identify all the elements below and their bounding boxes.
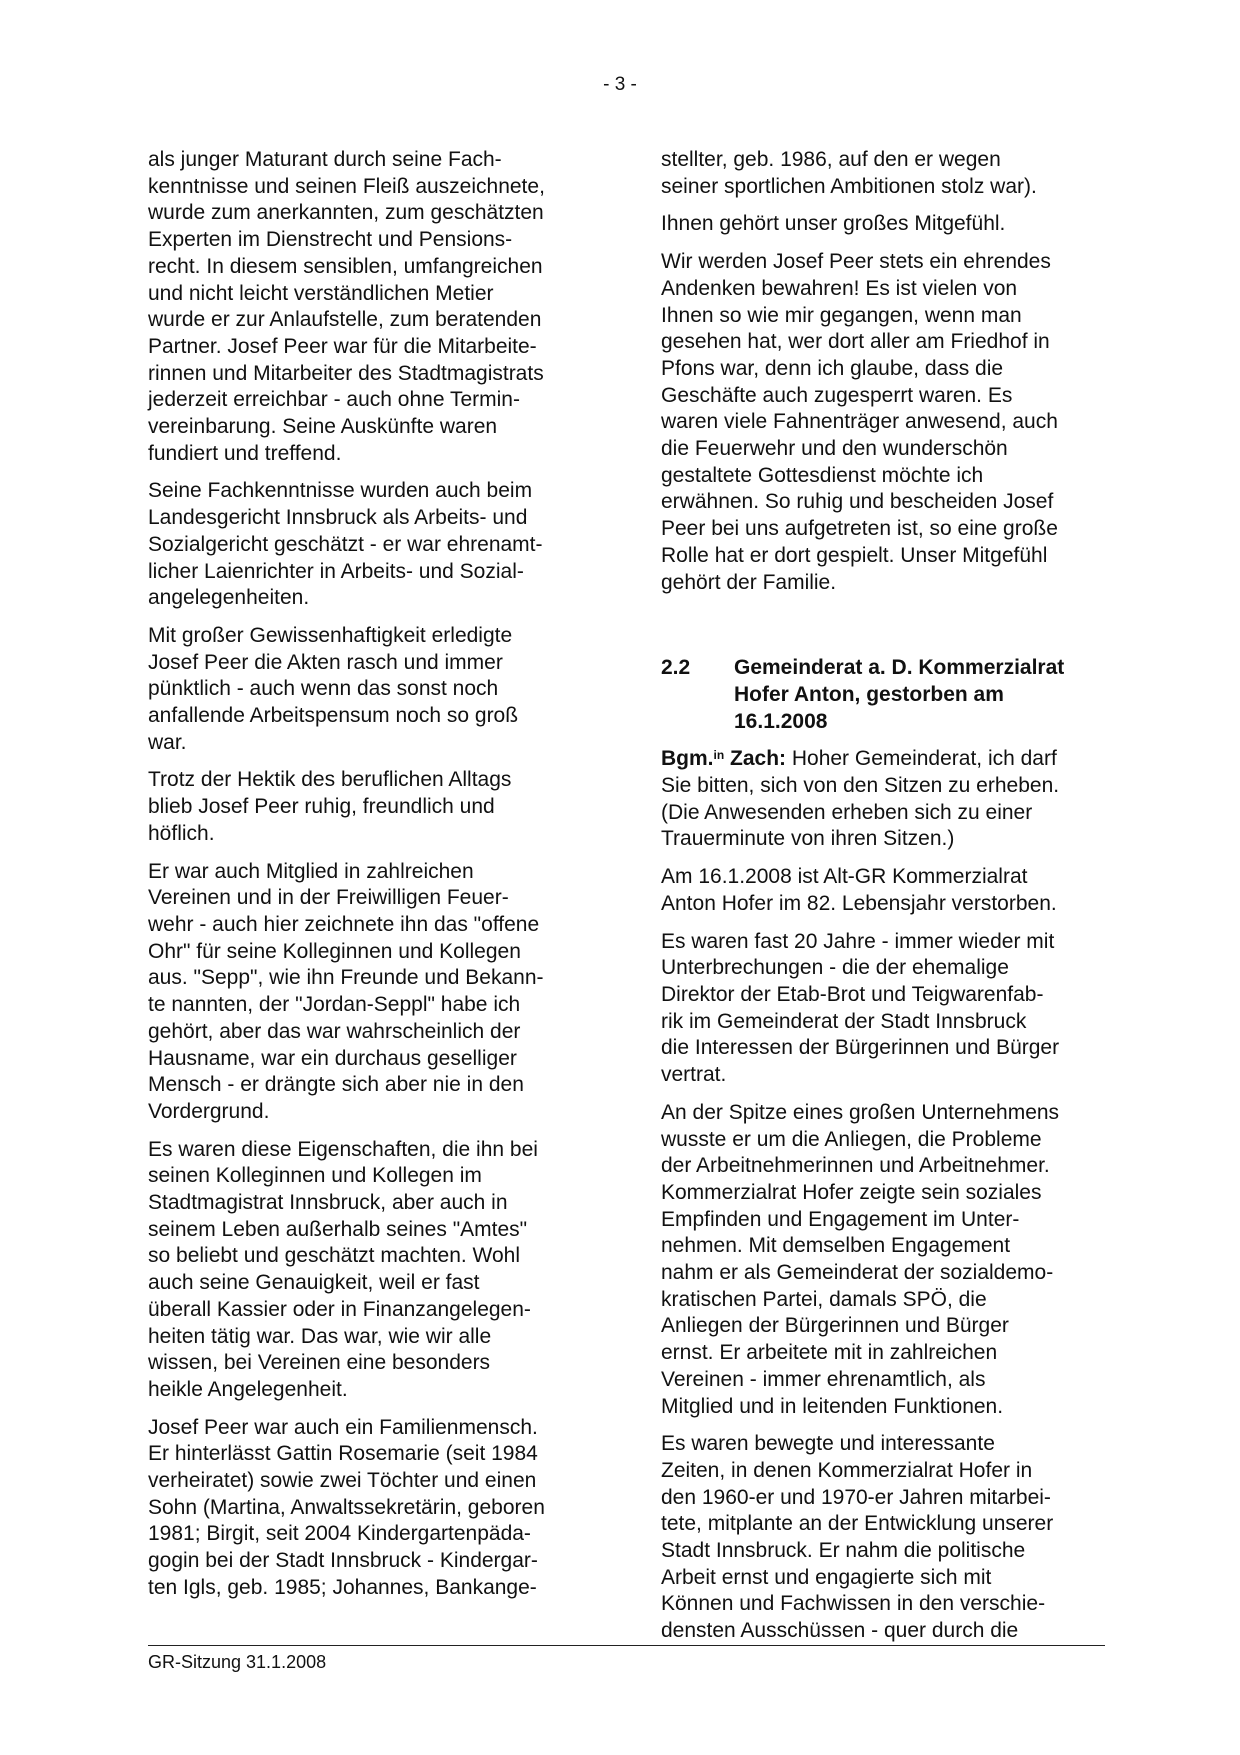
section-heading <box>661 655 1106 735</box>
paragraph: als junger Maturant durch seine Fach- kenntnisse und seinen Fleiß auszeichnete, wurde zum anerkannten, zum geschätzten Experten im Dienstrecht und Pensions- recht. In diesem sensiblen, umfangreichen und nicht leicht verständlichen Metier wurde er zur Anlaufstelle, zum beratenden Partner. Josef Peer war für die Mitarbeite- rinnen und Mitarbeiter des Stadtmagistrats jederzeit erreichbar - auch ohne Termin- vereinbarung. Seine Auskünfte waren fundiert und treffend. <box>148 148 545 465</box>
paragraph: Am 16.1.2008 ist Alt-GR Kommerzialrat Anton Hofer im 82. Lebensjahr verstorben. <box>661 865 1057 915</box>
speaker-name: Zach: <box>724 747 787 771</box>
page-number: - 3 - <box>603 74 637 95</box>
speaker-label <box>661 747 786 770</box>
paragraph: Mit großer Gewissenhaftigkeit erledigte Josef Peer die Akten rasch und immer pünktlich - auch wenn das sonst noch anfallende Arbeitspensum noch so groß war. <box>148 623 519 754</box>
section-title: Gemeinderat a. D. Kommerzialrat Hofer Anton, gestorben am 16.1.2008 <box>734 656 1065 733</box>
section-number: 2.2 <box>661 656 691 680</box>
paragraph: Ihnen gehört unser großes Mitgefühl. <box>661 212 1006 236</box>
paragraph: Trotz der Hektik des beruflichen Alltags blieb Josef Peer ruhig, freundlich und höflich. <box>148 768 512 845</box>
paragraph: An der Spitze eines großen Unternehmens wusste er um die Anliegen, die Probleme der Arbeitnehmerinnen und Arbeitnehmer. Kommerzialrat Hofer zeigte sein soziales Empfinden und Engagement im Unter- nehmen. Mit demselben Engagement nahm er als Gemeinderat der sozialdemo- kratischen Partei, damals SPÖ, die Anliegen der Bürgerinnen und Bürger ernst. Er arbeitete mit in zahlreichen Vereinen - immer ehrenamtlich, als Mitglied und in leitenden Funktionen. <box>661 1100 1060 1418</box>
paragraph: stellter, geb. 1986, auf den er wegen seiner sportlichen Ambitionen stolz war). <box>661 148 1037 198</box>
speech-paragraph <box>661 746 1106 853</box>
paragraph: Seine Fachkenntnisse wurden auch beim Landesgericht Innsbruck als Arbeits- und Sozialgericht geschätzt - er war ehrenamt- licher Laienrichter in Arbeits- und Sozial- angelegenheiten. <box>148 479 543 610</box>
footer-text: GR-Sitzung 31.1.2008 <box>148 1652 327 1672</box>
paragraph: Er war auch Mitglied in zahlreichen Vereinen und in der Freiwilligen Feuer- wehr - auch hier zeichnete ihn das "offene Ohr" für seine Kolleginnen und Kollegen aus. "Sepp", wie ihn Freunde und Bekann- te nannten, der "Jordan-Seppl" habe ich gehört, aber das war wahrscheinlich der Hausname, war ein durchaus geselliger Mensch - er drängte sich aber nie in den Vordergrund. <box>148 859 544 1123</box>
paragraph: Es waren bewegte und interessante Zeiten, in denen Kommerzialrat Hofer in den 1960-er und 1970-er Jahren mitarbei- tete, mitplante an der Entwicklung unserer Stadt Innsbruck. Er nahm die politische Arbeit ernst und engagierte sich mit Können und Fachwissen in den verschie- densten Ausschüssen - quer durch die <box>661 1432 1054 1643</box>
paragraph: Es waren fast 20 Jahre - immer wieder mit Unterbrechungen - die der ehemalige Direktor der Etab-Brot und Teigwarenfab- rik im Gemeinderat der Stadt Innsbruck die Interessen der Bürgerinnen und Bürger vertrat. <box>661 929 1060 1087</box>
footer-divider <box>148 1645 1105 1646</box>
right-column <box>661 147 1106 1656</box>
speaker-title-superscript: in <box>713 748 725 763</box>
paragraph: Wir werden Josef Peer stets ein ehrendes Andenken bewahren! Es ist vielen von Ihnen so wie mir gegangen, wenn man gesehen hat, wer dort aller am Friedhof in Pfons war, denn ich glaube, dass die Geschäfte auch zugesperrt waren. Es waren viele Fahnenträger anwesend, auch die Feuerwehr und den wunderschön gestaltete Gottesdienst möchte ich erwähnen. So ruhig und bescheiden Josef Peer bei uns aufgetreten ist, so eine große Rolle hat er dort gespielt. Unser Mitgefühl gehört der Familie. <box>661 250 1058 594</box>
paragraph: Es waren diese Eigenschaften, die ihn bei seinen Kolleginnen und Kollegen im Stadtmagistrat Innsbruck, aber auch in seinem Leben außerhalb seines "Amtes" so beliebt und geschätzt machten. Wohl auch seine Genauigkeit, weil er fast überall Kassier oder in Finanzangelegen- heiten tätig war. Das war, wie wir alle wissen, bei Vereinen eine besonders heikle Angelegenheit. <box>148 1137 538 1401</box>
speaker-title: Bgm. <box>661 747 714 771</box>
left-column <box>148 147 603 1613</box>
paragraph: Josef Peer war auch ein Familienmensch. Er hinterlässt Gattin Rosemarie (seit 1984 verheiratet) sowie zwei Töchter und einen Sohn (Martina, Anwaltssekretärin, geboren 1981; Birgit, seit 2004 Kindergartenpäda- gogin bei der Stadt Innsbruck - Kindergar- ten Igls, geb. 1985; Johannes, Bankange- <box>148 1415 545 1599</box>
speech-text: Hoher Gemeinderat, ich darf Sie bitten, sich von den Sitzen zu erheben. (Die Anwesenden erheben sich zu einer Trauerminute von ihren Sitzen.) <box>661 747 1060 851</box>
